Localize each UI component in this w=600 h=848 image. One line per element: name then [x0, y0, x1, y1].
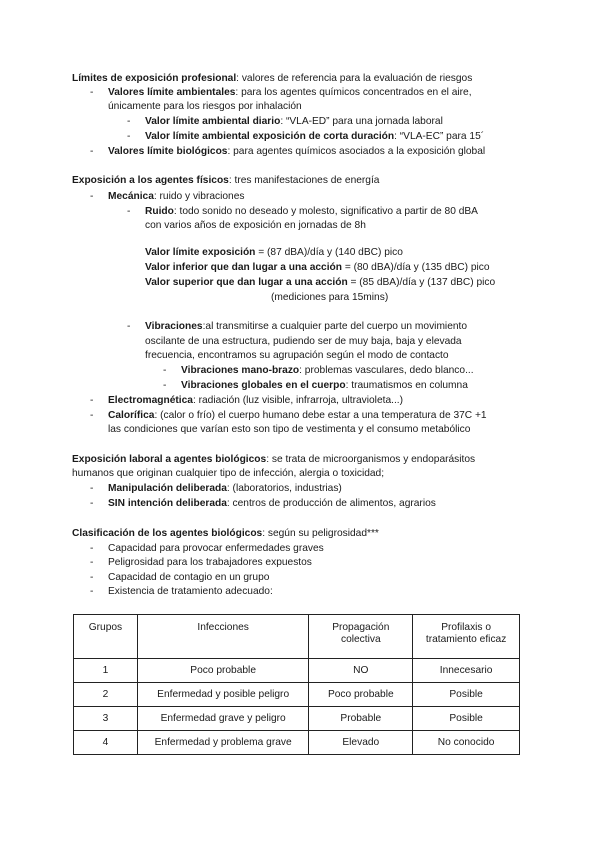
bullet-dash: - — [127, 321, 131, 332]
item-calorifica-cont: las condiciones que varían esto son tipo de vestimenta y el consumo metabólico — [108, 424, 471, 435]
header-propagacion: Propagación colectiva — [309, 615, 413, 659]
table-cell: NO — [309, 659, 413, 683]
list-item: Capacidad para provocar enfermedades graves — [108, 543, 324, 554]
bullet-dash: - — [90, 572, 94, 583]
bullet-dash: - — [90, 191, 94, 202]
table-cell: Enfermedad grave y peligro — [137, 707, 309, 731]
table-cell: No conocido — [413, 731, 520, 755]
item-ruido-cont: con varios años de exposición en jornadas de 8h — [145, 220, 366, 231]
table-cell: 3 — [74, 707, 138, 731]
table-row — [74, 707, 520, 731]
bullet-dash: - — [90, 410, 94, 421]
item-manipulacion: Manipulación deliberada: (laboratorios, industrias) — [108, 483, 342, 494]
item-vibraciones: Vibraciones:al transmitirse a cualquier parte del cuerpo un movimiento — [145, 321, 468, 332]
section-limites: Límites de exposición profesional: valores de referencia para la evaluación de riesgos — [72, 73, 473, 84]
item-valores-biologicos: Valores límite biológicos: para agentes químicos asociados a la exposición global — [108, 146, 486, 157]
bullet-dash: - — [90, 87, 94, 98]
valor-limite-exposicion: Valor límite exposición = (87 dBA)/día y (140 dBC) pico — [145, 247, 403, 258]
bullet-dash: - — [127, 206, 131, 217]
grupos-table — [73, 614, 520, 755]
bullet-dash: - — [90, 543, 94, 554]
item-electromagnetica: Electromagnética: radiación (luz visible, infrarroja, ultravioleta...) — [108, 395, 403, 406]
table-cell: Posible — [413, 707, 520, 731]
item-vibraciones-cont1: oscilante de una estructura, pudiendo ser de muy baja, baja y elevada — [145, 336, 462, 347]
bullet-dash: - — [127, 116, 131, 127]
bullet-dash: - — [90, 557, 94, 568]
table-cell: Probable — [309, 707, 413, 731]
item-vibraciones-cont2: frecuencia, encontramos su agrupación según el modo de contacto — [145, 350, 449, 361]
item-valor-diario: Valor límite ambiental diario: “VLA-ED” para una jornada laboral — [145, 116, 443, 127]
table-cell: 4 — [74, 731, 138, 755]
list-item: Peligrosidad para los trabajadores expuestos — [108, 557, 312, 568]
table-row — [74, 683, 520, 707]
list-item: Capacidad de contagio en un grupo — [108, 572, 270, 583]
bullet-dash: - — [90, 498, 94, 509]
table-row — [74, 659, 520, 683]
item-valores-ambientales-cont: únicamente para los riesgos por inhalación — [108, 101, 302, 112]
table-cell: Poco probable — [309, 683, 413, 707]
section-clasificacion: Clasificación de los agentes biológicos: según su peligrosidad*** — [72, 528, 379, 539]
table-cell: Poco probable — [137, 659, 309, 683]
section-agentes-biologicos-cont: humanos que originan cualquier tipo de infección, alergia o toxicidad; — [72, 468, 385, 479]
item-mecanica: Mecánica: ruido y vibraciones — [108, 191, 245, 202]
item-calorifica: Calorífica: (calor o frío) el cuerpo humano debe estar a una temperatura de 37C +1 — [108, 410, 487, 421]
header-grupos: Grupos — [74, 615, 138, 659]
item-valores-ambientales: Valores límite ambientales: para los agentes químicos concentrados en el aire, — [108, 87, 472, 98]
section-agentes-fisicos: Exposición a los agentes físicos: tres manifestaciones de energía — [72, 175, 380, 186]
item-vibraciones-globales: Vibraciones globales en el cuerpo: traumatismos en columna — [181, 380, 468, 391]
mediciones-note: (mediciones para 15mins) — [271, 292, 389, 303]
table-cell: 1 — [74, 659, 138, 683]
table-cell: Innecesario — [413, 659, 520, 683]
table-cell: Enfermedad y problema grave — [137, 731, 309, 755]
table-row — [74, 731, 520, 755]
bullet-dash: - — [163, 380, 167, 391]
bullet-dash: - — [163, 365, 167, 376]
section-agentes-biologicos: Exposición laboral a agentes biológicos: se trata de microorganismos y endoparásitos — [72, 454, 476, 465]
table-cell: Posible — [413, 683, 520, 707]
valor-inferior-accion: Valor inferior que dan lugar a una acción = (80 dBA)/día y (135 dBC) pico — [145, 262, 490, 273]
item-sin-intencion: SIN intención deliberada: centros de producción de alimentos, agrarios — [108, 498, 436, 509]
table-cell: 2 — [74, 683, 138, 707]
bullet-dash: - — [90, 146, 94, 157]
item-vibraciones-mano: Vibraciones mano-brazo: problemas vasculares, dedo blanco... — [181, 365, 474, 376]
table-header-row — [74, 615, 520, 659]
bullet-dash: - — [90, 483, 94, 494]
bullet-dash: - — [90, 586, 94, 597]
table-cell: Elevado — [309, 731, 413, 755]
header-infecciones: Infecciones — [137, 615, 309, 659]
item-valor-corta: Valor límite ambiental exposición de corta duración: “VLA-EC” para 15´ — [145, 131, 485, 142]
bullet-dash: - — [90, 395, 94, 406]
table-cell: Enfermedad y posible peligro — [137, 683, 309, 707]
valor-superior-accion: Valor superior que dan lugar a una acción = (85 dBA)/día y (137 dBC) pico — [145, 277, 496, 288]
bullet-dash: - — [127, 131, 131, 142]
header-profilaxis: Profilaxis o tratamiento eficaz — [413, 615, 520, 659]
item-ruido: Ruido: todo sonido no deseado y molesto, significativo a partir de 80 dBA — [145, 206, 478, 217]
list-item: Existencia de tratamiento adecuado: — [108, 586, 273, 597]
